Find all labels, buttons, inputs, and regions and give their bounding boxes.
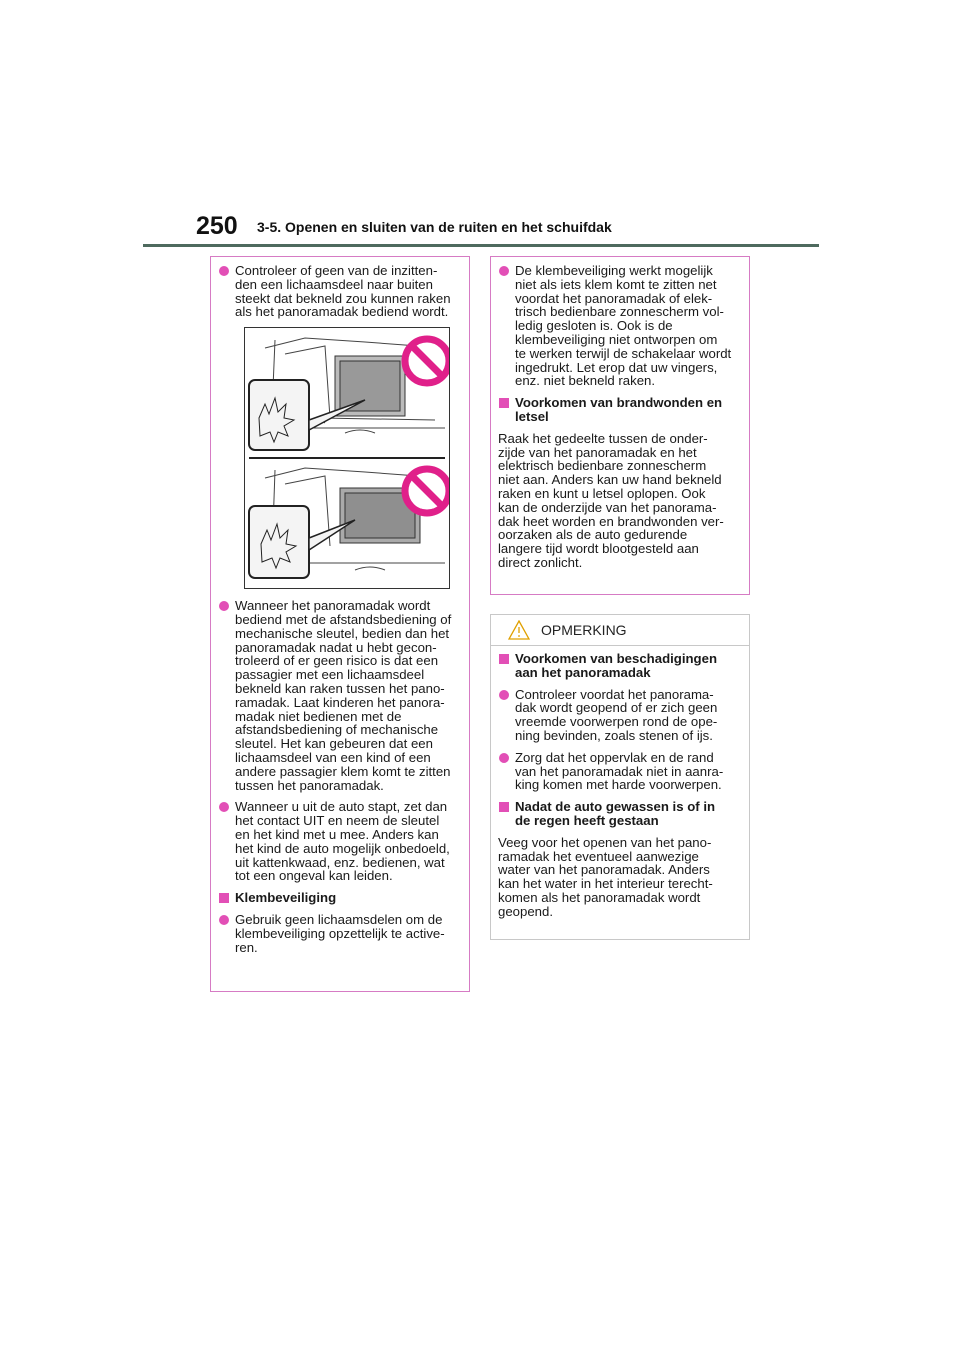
bullet-dot-icon xyxy=(219,266,229,276)
paragraph: Raak het gedeelte tussen de onder- zijde van het panoramadak en het elektrisch bedienbare zonnescherm niet aan. Anders kan uw hand bekneld raken en kunt u letsel oplopen. Ook kan de onderzijde van het panorama- dak heet worden en brandwonden ver- oorzaken als de auto gedurende langere tijd wordt blootgesteld aan direct zonlicht. xyxy=(498,430,724,570)
bullet-text: Wanneer het panoramadak wordt bediend met de afstandsbediening of mechanische sleutel, bedien dan het panoramadak nadat u hebt gecon- troleerd of er geen risico is dat een passagier met een lichaamsdeel bekneld kan raken tussen het pano- ramadak. Laat kinderen het panora- madak niet bedienen met de afstandsbediening of mechanische sleutel. Het kan gebeuren dat een lichaamsdeel van een kind of een andere passagier klem komt te zitten tussen het panoramadak. xyxy=(235,598,452,793)
bullet-item xyxy=(218,800,462,883)
bullet-item xyxy=(498,688,742,743)
paragraph: Veeg voor het openen van het pano- ramadak het eventueel aanwezige water van het panoramadak. Anders kan het water in het interieur terecht- komen als het panoramadak wordt geopend. xyxy=(498,834,713,919)
bullet-item xyxy=(218,913,462,954)
subheading xyxy=(498,652,742,680)
bullet-dot-icon xyxy=(499,266,509,276)
warning-box-right xyxy=(490,256,750,595)
square-bullet-icon xyxy=(219,893,229,903)
bullet-text: De klembeveiliging werkt mogelijk niet als iets klem komt te zitten net voordat het panoramadak of elek- trisch bedienbare zonnescherm vol- ledig gesloten is. Ook is de klembeveiliging niet ontworpen om te werken terwijl de schakelaar wordt ingedrukt. Let erop dat uw vingers, enz. niet bekneld raken. xyxy=(515,263,732,389)
page-number: 250 xyxy=(196,212,238,240)
notice-box xyxy=(490,614,750,940)
square-bullet-icon xyxy=(499,398,509,408)
bullet-dot-icon xyxy=(499,690,509,700)
sunroof-pinch-illustration xyxy=(244,327,450,589)
bullet-text: Controleer voordat het panorama- dak wordt geopend of er zich geen vreemde voorwerpen rond de ope- ning bevinden, zoals stenen of ijs. xyxy=(515,686,718,743)
prohibition-icon xyxy=(405,469,449,513)
bullet-item xyxy=(498,264,742,388)
subheading-text: Klembeveiliging xyxy=(235,890,337,906)
bullet-item xyxy=(218,599,462,792)
subheading-text: Nadat de auto gewassen is of in de regen heeft gestaan xyxy=(515,799,716,828)
bullet-text: Gebruik geen lichaamsdelen om de klembeveiliging opzettelijk te active- ren. xyxy=(235,911,445,955)
bullet-dot-icon xyxy=(499,753,509,763)
bullet-text: Zorg dat het oppervlak en de rand van het panoramadak niet in aanra- king komen met harde voorwerpen. xyxy=(515,749,724,793)
subheading-text: Voorkomen van beschadigingen aan het panoramadak xyxy=(515,651,718,680)
header-rule xyxy=(143,244,819,247)
bullet-text: Controleer of geen van de inzitten- den een lichaamsdeel naar buiten steekt dat bekneld zou kunnen raken als het panoramadak bediend wordt. xyxy=(235,263,451,320)
notice-title: OPMERKING xyxy=(541,622,627,638)
bullet-dot-icon xyxy=(219,601,229,611)
warning-triangle-icon xyxy=(508,620,530,640)
bullet-dot-icon xyxy=(219,802,229,812)
subheading xyxy=(218,891,462,905)
subheading-text: Voorkomen van brandwonden en letsel xyxy=(515,395,723,424)
subheading xyxy=(498,396,742,424)
section-title: 3-5. Openen en sluiten van de ruiten en het schuifdak xyxy=(257,219,612,235)
square-bullet-icon xyxy=(499,654,509,664)
warning-box-left xyxy=(210,256,470,992)
notice-header xyxy=(491,615,749,646)
bullet-item xyxy=(498,751,742,792)
notice-body xyxy=(491,646,749,919)
bullet-text: Wanneer u uit de auto stapt, zet dan het contact UIT en neem de sleutel en het kind met u mee. Anders kan het kind de auto mogelijk onbedoeld, uit kattenkwaad, enz. bedienen, wat tot een ongeval kan leiden. xyxy=(235,799,450,884)
subheading xyxy=(498,800,742,828)
bullet-item xyxy=(218,264,462,319)
square-bullet-icon xyxy=(499,802,509,812)
prohibition-icon xyxy=(405,339,449,383)
bullet-dot-icon xyxy=(219,915,229,925)
sunroof-diagram xyxy=(245,328,449,588)
